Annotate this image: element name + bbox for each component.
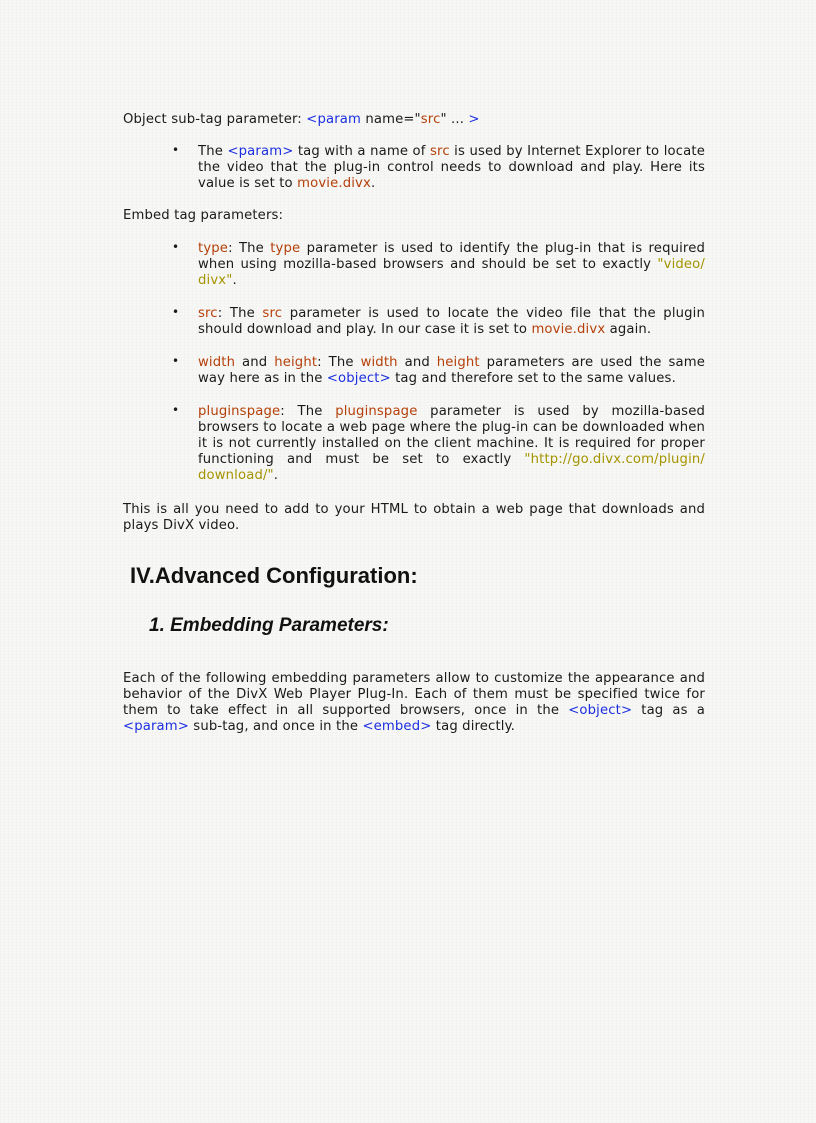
object-param-intro: Object sub-tag parameter: <param name="src" ... >	[123, 112, 480, 127]
param-tag-close: >	[468, 112, 480, 127]
bullet-icon: •	[172, 354, 180, 368]
param-tag-open: <param	[306, 112, 362, 127]
list-item: • type: The type parameter is used to identify the plug-in that is required when using mozilla-based browsers and should be set to exactly "video/ divx".	[172, 240, 705, 288]
object-param-list	[123, 144, 705, 192]
bullet-icon: •	[172, 240, 180, 254]
embed-params-title: Embed tag parameters:	[123, 208, 284, 223]
closing-paragraph: This is all you need to add to your HTML to obtain a web page that downloads and plays DivX video.	[123, 502, 705, 533]
subsection-heading: 1. Embedding Parameters:	[149, 615, 389, 636]
bullet-icon: •	[172, 305, 180, 319]
list-item: • width and height: The width and height parameters are used the same way here as in the <object> tag and therefore set to the same values.	[172, 354, 705, 386]
section-heading: IV.Advanced Configuration:	[130, 563, 418, 588]
bullet-icon: •	[172, 143, 180, 157]
list-item: • The <param> tag with a name of src is used by Internet Explorer to locate the video that the plug-in control needs to download and play. Here its value is set to movie.divx.	[172, 143, 705, 191]
src-keyword: src	[420, 112, 441, 127]
list-item: • src: The src parameter is used to locate the video file that the plugin should download and play. In our case it is set to movie.divx again.	[172, 305, 705, 337]
embed-param-list	[123, 241, 705, 484]
document-page	[123, 112, 705, 735]
bullet-icon: •	[172, 403, 180, 417]
embedding-params-paragraph: Each of the following embedding parameters allow to customize the appearance and behavior of the DivX Web Player Plug-In. Each of them must be specified twice for them to take effect in all supported browsers, once in the <object> tag as a <param> sub-tag, and once in the <embed> tag directly.	[123, 671, 705, 734]
list-item: • pluginspage: The pluginspage parameter is used by mozilla-based browsers to locate a web page where the plug-in can be downloaded when it is not currently installed on the client machine. It is required for proper functioning and must be set to exactly "http://go.divx.com/plugin/ download/".	[172, 403, 705, 483]
